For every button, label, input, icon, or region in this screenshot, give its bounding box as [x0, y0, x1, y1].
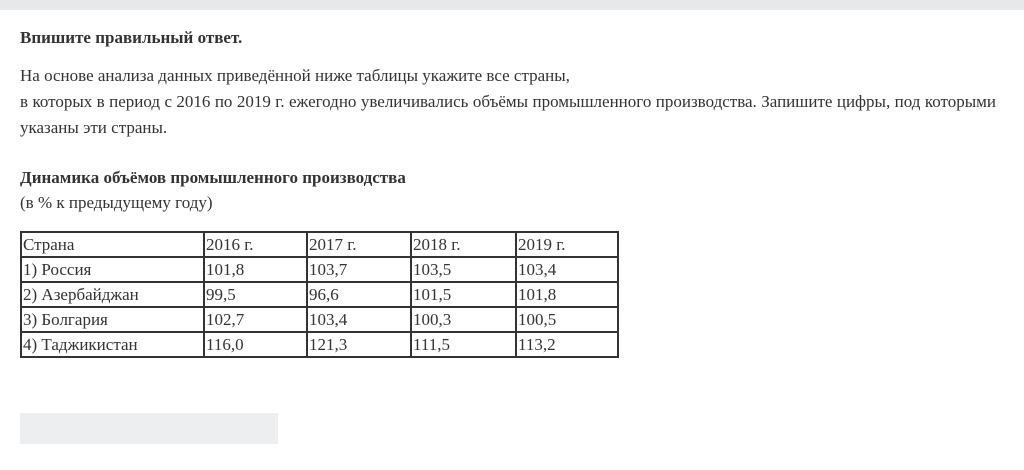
table-row [21, 307, 618, 332]
question-content [20, 27, 996, 358]
table-cell: 101,5 [411, 282, 516, 307]
header-cell: 2018 г. [411, 232, 516, 257]
table-title: Динамика объёмов промышленного производства [20, 168, 406, 187]
table-cell: 113,2 [516, 332, 618, 357]
table-cell: 96,6 [307, 282, 411, 307]
header-cell: Страна [21, 232, 204, 257]
task-text [20, 63, 996, 141]
table-cell: 121,3 [307, 332, 411, 357]
top-bar [0, 0, 1024, 10]
instruction-text: Впишите правильный ответ. [20, 28, 243, 47]
header-cell: 2019 г. [516, 232, 618, 257]
table-cell: 111,5 [411, 332, 516, 357]
table-cell: 103,4 [307, 307, 411, 332]
table-cell: 101,8 [204, 257, 307, 282]
table-cell: 103,4 [516, 257, 618, 282]
table-cell: 99,5 [204, 282, 307, 307]
task-line-1: На основе анализа данных приведённой ниже таблицы укажите все страны, [20, 66, 570, 85]
table-cell: 116,0 [204, 332, 307, 357]
table-cell: 103,5 [411, 257, 516, 282]
table-subtitle: (в % к предыдущему году) [20, 193, 213, 212]
table-cell: 100,3 [411, 307, 516, 332]
table-cell: 103,7 [307, 257, 411, 282]
table-cell: 1) Россия [21, 257, 204, 282]
table-cell: 100,5 [516, 307, 618, 332]
answer-input[interactable] [20, 413, 278, 444]
table-cell: 4) Таджикистан [21, 332, 204, 357]
table-cell: 3) Болгария [21, 307, 204, 332]
table-cell: 102,7 [204, 307, 307, 332]
task-line-2: в которых в период с 2016 по 2019 г. ежегодно увеличивались объёмы промышленного производства. Запишите цифры, под которыми указаны эти страны. [20, 92, 996, 137]
table-row [21, 332, 618, 357]
header-cell: 2017 г. [307, 232, 411, 257]
table-cell: 101,8 [516, 282, 618, 307]
table-header-row [21, 232, 618, 257]
table-cell: 2) Азербайджан [21, 282, 204, 307]
data-table [20, 231, 619, 358]
table-row [21, 257, 618, 282]
header-cell: 2016 г. [204, 232, 307, 257]
table-row [21, 282, 618, 307]
